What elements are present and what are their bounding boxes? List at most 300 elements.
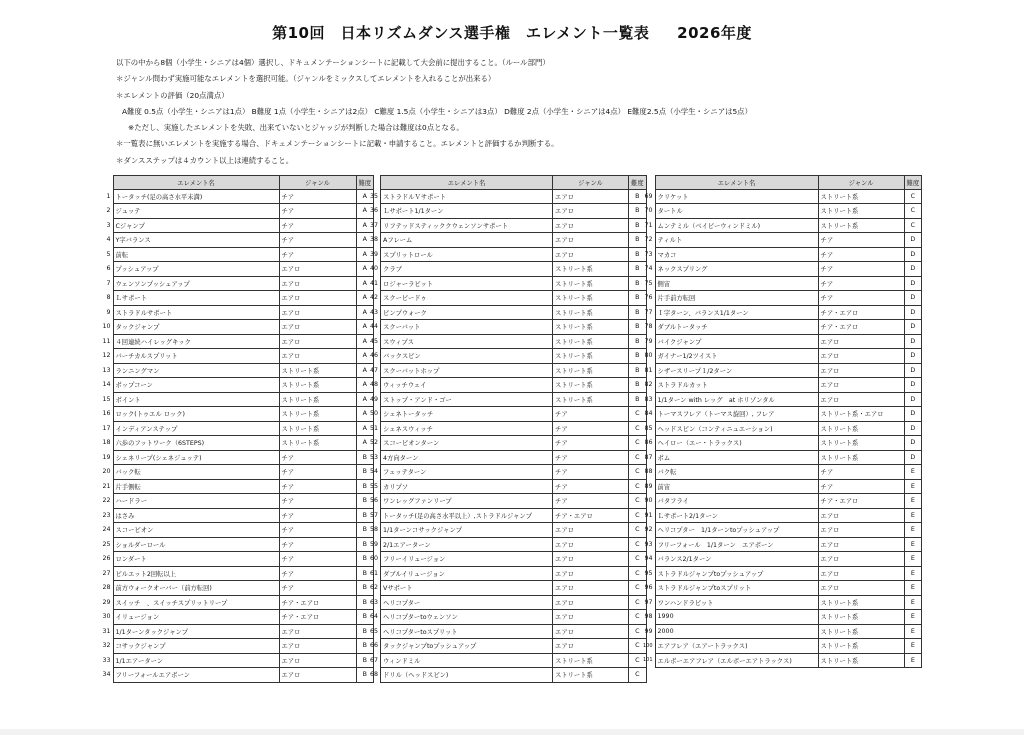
element-name: 2/1エアーターン [381,537,553,552]
table-row [641,392,922,407]
table-row [100,668,374,683]
element-difficulty: B [356,450,374,465]
element-difficulty: D [904,320,922,335]
element-number: 77 [644,308,653,316]
element-name: ウィンドミル [381,653,553,668]
element-number: 58 [370,526,379,534]
table-row [641,276,922,291]
element-difficulty: B [356,508,374,523]
element-difficulty: C [629,407,647,422]
element-genre: ストリート系 [553,378,629,393]
element-genre: ストリート系 [553,305,629,320]
element-name: フェッテターン [381,465,553,480]
table-row [641,450,922,465]
name-header: エレメント名 [381,176,553,190]
table-row [368,392,646,407]
element-genre: ストリート系 [818,218,904,233]
element-name: ポム [655,450,818,465]
table-row [368,436,646,451]
element-number: 38 [370,236,379,244]
element-name: 六歩のフットワーク（6STEPS) [113,436,279,451]
note-line: ＊エレメントの評価（20点満点） [116,90,229,100]
element-name: ワンレッグファンリープ [381,494,553,509]
element-genre: ストリート系 [279,363,356,378]
element-number: 62 [370,584,379,592]
element-difficulty: C [629,595,647,610]
element-difficulty: A [356,349,374,364]
element-number: 36 [370,207,379,215]
element-genre: チア [553,421,629,436]
element-genre: ストリート系 [553,653,629,668]
element-difficulty: A [356,320,374,335]
element-number: 86 [644,439,653,447]
element-name: 1/1ターン with レッグ at ホリゾンタル [655,392,818,407]
element-name: リフテッドスティッククウェンソンサポート [381,218,553,233]
table-row [100,247,374,262]
table-row [368,320,646,335]
element-genre: ストリート系 [553,276,629,291]
element-number: 9 [106,308,111,316]
element-number: 30 [102,613,111,621]
table-row [368,508,646,523]
table-row [100,639,374,654]
table-row [100,595,374,610]
element-number: 49 [370,395,379,403]
element-name: クリケット [655,189,818,204]
element-difficulty: C [629,436,647,451]
element-difficulty: B [629,218,647,233]
element-name: スコーピオン [113,523,279,538]
element-number: 97 [644,598,653,606]
element-name: ピルエット2回転以上 [113,566,279,581]
element-difficulty: C [904,218,922,233]
element-difficulty: B [356,566,374,581]
element-name: ティルト [655,233,818,248]
element-difficulty: E [904,552,922,567]
element-difficulty: A [356,363,374,378]
element-number: 40 [370,265,379,273]
element-difficulty: D [904,450,922,465]
element-genre: エアロ [279,291,356,306]
table-row [368,566,646,581]
element-name: バーチカルスプリット [113,349,279,364]
element-difficulty: D [904,233,922,248]
element-number: 65 [370,627,379,635]
element-difficulty: B [629,363,647,378]
element-genre: チア [279,247,356,262]
element-name: ランニングマン [113,363,279,378]
table-row [100,581,374,596]
element-number: 84 [644,410,653,418]
element-name: Ｌサポート1/1ターン [381,204,553,219]
element-genre: ストリート系 [279,421,356,436]
element-difficulty: D [904,436,922,451]
genre-header: ジャンル [553,176,629,190]
element-name: トータッチ(足の高さ水平未満) [113,189,279,204]
element-difficulty: B [629,320,647,335]
element-difficulty: C [629,465,647,480]
table-row [100,653,374,668]
element-name: バックスピン [381,349,553,364]
table-row [368,291,646,306]
note-line: ＊一覧表に無いエレメントを実施する場合、ドキュメンテーションシートに記載・申請すること。エレメントと評価するか判断する。 [116,139,559,149]
element-difficulty: B [356,479,374,494]
element-genre: チア [279,479,356,494]
genre-header: ジャンル [279,176,356,190]
element-difficulty: D [904,378,922,393]
element-genre: エアロ [553,204,629,219]
table-row [100,218,374,233]
element-number: 45 [370,337,379,345]
note-line: ＊ジャンル問わず実施可能なエレメントを選択可能。（ジャンルをミックスしてエレメントを入れることが出来る） [116,74,496,84]
table-row [100,508,374,523]
element-name: ウェンソンプッシュアップ [113,276,279,291]
table-row [100,189,374,204]
element-difficulty: B [356,537,374,552]
element-difficulty: C [629,581,647,596]
element-name: シェネトータッチ [381,407,553,422]
element-difficulty: D [904,363,922,378]
element-genre: エアロ [818,378,904,393]
element-genre: ストリート系 [553,291,629,306]
table-row [100,566,374,581]
table-row [641,204,922,219]
element-genre: エアロ [818,523,904,538]
table-row [100,334,374,349]
element-number: 96 [644,584,653,592]
element-number: 53 [370,453,379,461]
element-genre: エアロ [553,523,629,538]
element-number: 68 [370,671,379,679]
table-row [641,508,922,523]
element-number: 67 [370,656,379,664]
table-row [641,653,922,668]
element-difficulty: A [356,262,374,277]
element-difficulty: A [356,407,374,422]
element-genre: ストリート系 [553,320,629,335]
element-difficulty: D [904,262,922,277]
table-row [100,392,374,407]
element-difficulty: A [356,305,374,320]
table-row [641,610,922,625]
element-name: ポップコーン [113,378,279,393]
element-difficulty: A [356,189,374,204]
element-number: 51 [370,424,379,432]
element-difficulty: B [629,247,647,262]
element-difficulty: D [904,421,922,436]
table-row [100,552,374,567]
element-genre: エアロ [553,595,629,610]
table-row [641,262,922,277]
table-row [368,624,646,639]
element-number: 22 [102,497,111,505]
table-row [641,378,922,393]
element-name: シェネリープ(シェネジュッテ) [113,450,279,465]
element-number: 91 [644,511,653,519]
element-name: Ｌサポート [113,291,279,306]
note-line: A難度 0.5点（小学生・シニアは1点） B難度 1点（小学生・シニアは2点） C難度 1.5点（小学生・シニアは3点） D難度 2点（小学生・シニアは4点） E難度2.5点（小学生・シニアは5点） [122,106,752,116]
element-difficulty: D [904,291,922,306]
element-name: コサックジャンプ [113,639,279,654]
element-genre: チア [553,436,629,451]
element-name: タックジャンプtoプッシュアップ [381,639,553,654]
table-row [641,421,922,436]
element-number: 46 [370,352,379,360]
element-difficulty: B [629,262,647,277]
element-name: Vサポート [381,581,553,596]
element-name: イリュージョン [113,610,279,625]
element-table-3 [641,175,922,668]
element-difficulty: C [629,653,647,668]
element-name: バック転 [113,465,279,480]
element-genre: エアロ [818,566,904,581]
element-name: 前宙 [655,479,818,494]
note-line: 以下の中から8個（小学生・シニアは4個）選択し、ドキュメンテーションシートに記載して大会前に提出すること。（ルール部門） [116,58,550,67]
element-number: 4 [106,236,111,244]
element-difficulty: C [904,204,922,219]
element-genre: ストリート系 [818,595,904,610]
element-genre: ストリート系 [818,610,904,625]
element-name: タックジャンプ [113,320,279,335]
element-difficulty: B [356,465,374,480]
element-difficulty: A [356,334,374,349]
table-row [368,639,646,654]
element-name: ヘッドスピン（コンティニュエーション) [655,421,818,436]
element-name: ドリル（ヘッドスピン) [381,668,553,683]
element-difficulty: C [629,479,647,494]
element-name: スクーバット [381,320,553,335]
table-row [100,349,374,364]
element-genre: エアロ [553,639,629,654]
element-genre: チア [553,465,629,480]
element-name: スウィプス [381,334,553,349]
table-row [641,363,922,378]
element-difficulty: C [629,610,647,625]
element-name: ピンプウォーク [381,305,553,320]
element-name: フリーフォールエアボーン [113,668,279,683]
table-row [368,334,646,349]
number-header [100,176,113,190]
element-name: 前転 [113,247,279,262]
element-name: カリプソ [381,479,553,494]
element-difficulty: C [629,552,647,567]
element-genre: エアロ [818,349,904,364]
page-title [0,22,1024,43]
element-genre: ストリート系 [818,624,904,639]
element-number: 75 [644,279,653,287]
title-year: 2026年度 [677,24,752,42]
table-row [368,378,646,393]
element-name: ロンダート [113,552,279,567]
element-difficulty: B [356,610,374,625]
name-header: エレメント名 [655,176,818,190]
element-number: 61 [370,569,379,577]
element-number: 57 [370,511,379,519]
difficulty-header: 難度 [904,176,922,190]
element-number: 12 [102,352,111,360]
element-genre: エアロ [818,552,904,567]
element-genre: ストリート系 [279,392,356,407]
element-genre: チア [279,508,356,523]
element-genre: ストリート系 [818,189,904,204]
element-genre: ストリート系 [553,262,629,277]
table-row [368,465,646,480]
element-number: 74 [644,265,653,273]
element-number: 1 [106,192,111,200]
element-name: バイクジャンプ [655,334,818,349]
table-row [641,305,922,320]
element-difficulty: E [904,610,922,625]
element-genre: チア [553,450,629,465]
element-name: 1990 [655,610,818,625]
element-number: 28 [102,584,111,592]
element-name: ハードラー [113,494,279,509]
name-header: エレメント名 [113,176,279,190]
element-genre: ストリート系 [553,363,629,378]
element-genre: エアロ [818,537,904,552]
table-row [368,247,646,262]
element-number: 73 [644,250,653,258]
table-row [368,610,646,625]
table-row [368,189,646,204]
element-genre: エアロ [818,508,904,523]
element-difficulty: A [356,204,374,219]
element-genre: チア [279,523,356,538]
table-row [100,494,374,509]
element-genre: エアロ [553,610,629,625]
element-name: マカコ [655,247,818,262]
table-row [100,320,374,335]
element-genre: ストリート系 [818,450,904,465]
element-difficulty: B [356,668,374,683]
element-name: ショルダーロール [113,537,279,552]
element-difficulty: E [904,537,922,552]
table-row [641,479,922,494]
table-row [368,349,646,364]
element-genre: チア・エアロ [279,610,356,625]
element-genre: チア [553,494,629,509]
element-name: 2000 [655,624,818,639]
element-name: バク転 [655,465,818,480]
element-name: ロジャーラビット [381,276,553,291]
element-difficulty: A [356,291,374,306]
table-row [368,479,646,494]
element-name: インディアンステップ [113,421,279,436]
element-difficulty: B [356,653,374,668]
element-name: エルボーエアフレア（エルボーエアトラックス) [655,653,818,668]
table-row [641,581,922,596]
element-name: 1/1エアーターン [113,653,279,668]
element-number: 99 [644,627,653,635]
element-number: 94 [644,555,653,563]
element-number: 88 [644,468,653,476]
element-number: 27 [102,569,111,577]
element-difficulty: C [629,494,647,509]
table-row [641,595,922,610]
element-number: 71 [644,221,653,229]
element-difficulty: D [904,334,922,349]
element-genre: エアロ [818,334,904,349]
element-name: ヘリコプター [381,595,553,610]
element-number: 48 [370,381,379,389]
element-name: クラブ [381,262,553,277]
table-row [641,552,922,567]
table-row [100,436,374,451]
element-difficulty: B [629,204,647,219]
element-genre: エアロ [818,363,904,378]
element-number: 19 [102,453,111,461]
element-genre: エアロ [279,334,356,349]
table-row [100,233,374,248]
element-name: ウィッチウェイ [381,378,553,393]
table-row [368,581,646,596]
element-name: ヘイロー（エー・トラックス) [655,436,818,451]
element-difficulty: A [356,247,374,262]
element-difficulty: A [356,218,374,233]
element-number: 43 [370,308,379,316]
element-genre: チア [279,581,356,596]
element-number: 35 [370,192,379,200]
element-difficulty: C [629,450,647,465]
table-row [100,523,374,538]
element-name: バタフライ [655,494,818,509]
table-row [100,291,374,306]
element-number: 18 [102,439,111,447]
element-number: 5 [106,250,111,258]
element-genre: チア [279,566,356,581]
element-genre: チア・エアロ [553,508,629,523]
element-number: 17 [102,424,111,432]
element-number: 60 [370,555,379,563]
element-difficulty: E [904,566,922,581]
element-number: 44 [370,323,379,331]
element-difficulty: A [356,378,374,393]
element-number: 55 [370,482,379,490]
element-difficulty: B [629,378,647,393]
element-number: 14 [102,381,111,389]
element-name: ポイント [113,392,279,407]
element-genre: チア [279,233,356,248]
element-name: ストラドルサポート [113,305,279,320]
element-genre: エアロ [553,624,629,639]
element-genre: チア [818,262,904,277]
element-number: 37 [370,221,379,229]
element-number: 83 [644,395,653,403]
element-difficulty: E [904,639,922,654]
element-genre: チア [279,204,356,219]
element-genre: チア・エアロ [818,320,904,335]
table-row [641,407,922,422]
element-name: 側宙 [655,276,818,291]
table-row [100,610,374,625]
element-number: 21 [102,482,111,490]
element-name: ヘリコプターtoスプリット [381,624,553,639]
element-genre: エアロ [279,624,356,639]
element-name: ダブルイリュージョン [381,566,553,581]
element-number: 70 [644,207,653,215]
element-difficulty: A [356,421,374,436]
element-genre: エアロ [553,581,629,596]
element-genre: チア・エアロ [818,305,904,320]
element-name: Ｌサポート2/1ターン [655,508,818,523]
table-row [100,537,374,552]
element-number: 7 [106,279,111,287]
element-genre: チア [279,465,356,480]
table-row [641,233,922,248]
element-name: 片手側転 [113,479,279,494]
number-header [641,176,655,190]
table-row [368,552,646,567]
